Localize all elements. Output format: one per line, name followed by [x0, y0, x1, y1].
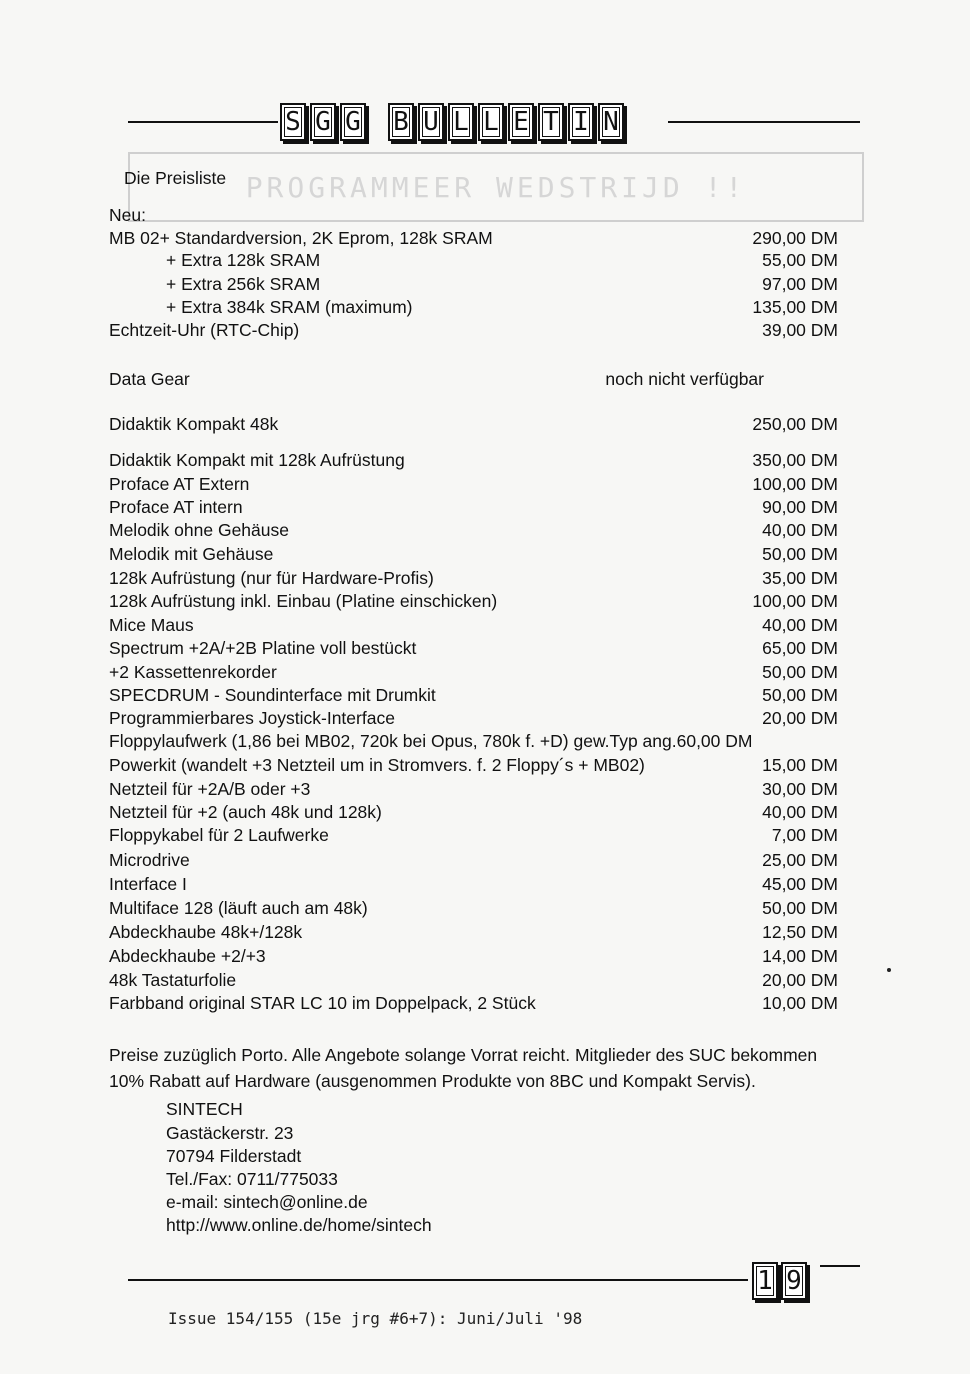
logo-letter: N — [598, 103, 624, 141]
price-item-name: Didaktik Kompakt mit 128k Aufrüstung — [109, 450, 405, 470]
stray-mark — [887, 968, 891, 972]
price-item-name: Floppykabel für 2 Laufwerke — [109, 825, 329, 845]
new-label: Neu: — [109, 205, 146, 225]
sgg-bulletin-logo — [280, 103, 624, 141]
price-item-price: 135,00 DM — [752, 297, 838, 317]
logo-letter: G — [340, 103, 366, 141]
price-item-name: 48k Tastaturfolie — [109, 970, 237, 990]
price-item-price: 50,00 DM — [762, 544, 838, 564]
issue-footer: Issue 154/155 (15e jrg #6+7): Juni/Juli '98 — [168, 1309, 583, 1328]
price-item-name: Spectrum +2A/+2B Platine voll bestückt — [109, 638, 417, 658]
price-item-price: 100,00 DM — [752, 474, 838, 494]
header-rule-right — [668, 121, 860, 123]
section-title: Die Preisliste — [124, 168, 227, 188]
price-item-price: 20,00 DM — [762, 970, 838, 990]
price-item-name: Netzteil für +2 (auch 48k und 128k) — [109, 802, 382, 822]
price-item-name: Data Gear — [109, 369, 190, 389]
logo-letter: L — [478, 103, 504, 141]
price-item-name: Abdeckhaube 48k+/128k — [109, 922, 303, 942]
price-item-name: Mice Maus — [109, 615, 194, 635]
price-item-price: 350,00 DM — [752, 450, 838, 470]
address-phone: Tel./Fax: 0711/775033 — [166, 1169, 338, 1189]
logo-letter: U — [418, 103, 444, 141]
price-item-name: +2 Kassettenrekorder — [109, 662, 277, 682]
price-item-name: Programmierbares Joystick-Interface — [109, 708, 395, 728]
price-item-price: 15,00 DM — [762, 755, 838, 775]
price-item-price: 97,00 DM — [762, 274, 838, 294]
header-rule-left — [128, 121, 278, 123]
note-line: Preise zuzüglich Porto. Alle Angebote solange Vorrat reicht. Mitglieder des SUC bekommen — [109, 1045, 818, 1065]
price-item-price: 30,00 DM — [762, 779, 838, 799]
price-item-price: noch nicht verfügbar — [605, 369, 764, 389]
page-digit: 9 — [781, 1262, 807, 1300]
price-item-price: 250,00 DM — [752, 414, 838, 434]
price-item-name: Farbband original STAR LC 10 im Doppelpack, 2 Stück — [109, 993, 536, 1013]
price-item-name: 128k Aufrüstung (nur für Hardware-Profis) — [109, 568, 434, 588]
note-line: 10% Rabatt auf Hardware (ausgenommen Produkte von 8BC und Kompakt Servis). — [109, 1071, 756, 1091]
logo-letter: T — [538, 103, 564, 141]
price-item-price: 55,00 DM — [762, 250, 838, 270]
price-item-name: Interface I — [109, 874, 187, 894]
price-item-price: 65,00 DM — [762, 638, 838, 658]
logo-letter: S — [280, 103, 306, 141]
page-number — [752, 1262, 807, 1300]
price-item-name: Microdrive — [109, 850, 190, 870]
price-item-name: MB 02+ Standardversion, 2K Eprom, 128k SRAM — [109, 228, 493, 248]
price-item-price: 10,00 DM — [762, 993, 838, 1013]
logo-letter: E — [508, 103, 534, 141]
price-item-name: Echtzeit-Uhr (RTC-Chip) — [109, 320, 300, 340]
address-city: 70794 Filderstadt — [166, 1146, 302, 1166]
price-item-price: 14,00 DM — [762, 946, 838, 966]
price-item-name: Abdeckhaube +2/+3 — [109, 946, 266, 966]
price-item-name: + Extra 384k SRAM (maximum) — [166, 297, 413, 317]
price-item-price: 90,00 DM — [762, 497, 838, 517]
price-item-name: Netzteil für +2A/B oder +3 — [109, 779, 311, 799]
price-item-name: Melodik ohne Gehäuse — [109, 520, 289, 540]
price-item-price: 39,00 DM — [762, 320, 838, 340]
price-item-name: + Extra 128k SRAM — [166, 250, 321, 270]
price-item-price: 50,00 DM — [762, 685, 838, 705]
price-item-price: 40,00 DM — [762, 615, 838, 635]
logo-letter: B — [388, 103, 414, 141]
price-item-price: 290,00 DM — [752, 228, 838, 248]
price-item-price: 35,00 DM — [762, 568, 838, 588]
address-email: e-mail: sintech@online.de — [166, 1192, 368, 1212]
price-item-name: + Extra 256k SRAM — [166, 274, 321, 294]
price-item-name: Didaktik Kompakt 48k — [109, 414, 279, 434]
price-item-name: SPECDRUM - Soundinterface mit Drumkit — [109, 685, 436, 705]
price-item-price: 100,00 DM — [752, 591, 838, 611]
price-item-price: 50,00 DM — [762, 662, 838, 682]
address-website: http://www.online.de/home/sintech — [166, 1215, 432, 1235]
price-item-price: 7,00 DM — [771, 825, 838, 845]
price-item-price: 40,00 DM — [762, 520, 838, 540]
address-company: SINTECH — [166, 1099, 243, 1119]
price-item-name: 128k Aufrüstung inkl. Einbau (Platine einschicken) — [109, 591, 498, 611]
logo-letter: I — [568, 103, 594, 141]
logo-letter: G — [310, 103, 336, 141]
price-item-name: Proface AT Extern — [109, 474, 250, 494]
address-street: Gastäckerstr. 23 — [166, 1123, 294, 1143]
footer-rule-right — [820, 1265, 860, 1267]
price-item-name: Multiface 128 (läuft auch am 48k) — [109, 898, 368, 918]
price-item-price: 40,00 DM — [762, 802, 838, 822]
price-item-name: Proface AT intern — [109, 497, 243, 517]
logo-letter: L — [448, 103, 474, 141]
price-item-name: Powerkit (wandelt +3 Netzteil um in Stromvers. f. 2 Floppy´s + MB02) — [109, 755, 645, 775]
footer-rule-left — [128, 1279, 748, 1281]
price-item-name: Floppylaufwerk (1,86 bei MB02, 720k bei Opus, 780k f. +D) gew.Typ ang.60,00 DM — [109, 731, 753, 751]
price-item-price: 12,50 DM — [762, 922, 838, 942]
price-item-price: 45,00 DM — [762, 874, 838, 894]
price-item-name: Melodik mit Gehäuse — [109, 544, 274, 564]
bleed-through-title: PROGRAMMEER WEDSTRIJD !! — [128, 152, 864, 222]
price-item-price: 25,00 DM — [762, 850, 838, 870]
page-digit: 1 — [752, 1262, 778, 1300]
price-item-price: 50,00 DM — [762, 898, 838, 918]
price-item-price: 20,00 DM — [762, 708, 838, 728]
